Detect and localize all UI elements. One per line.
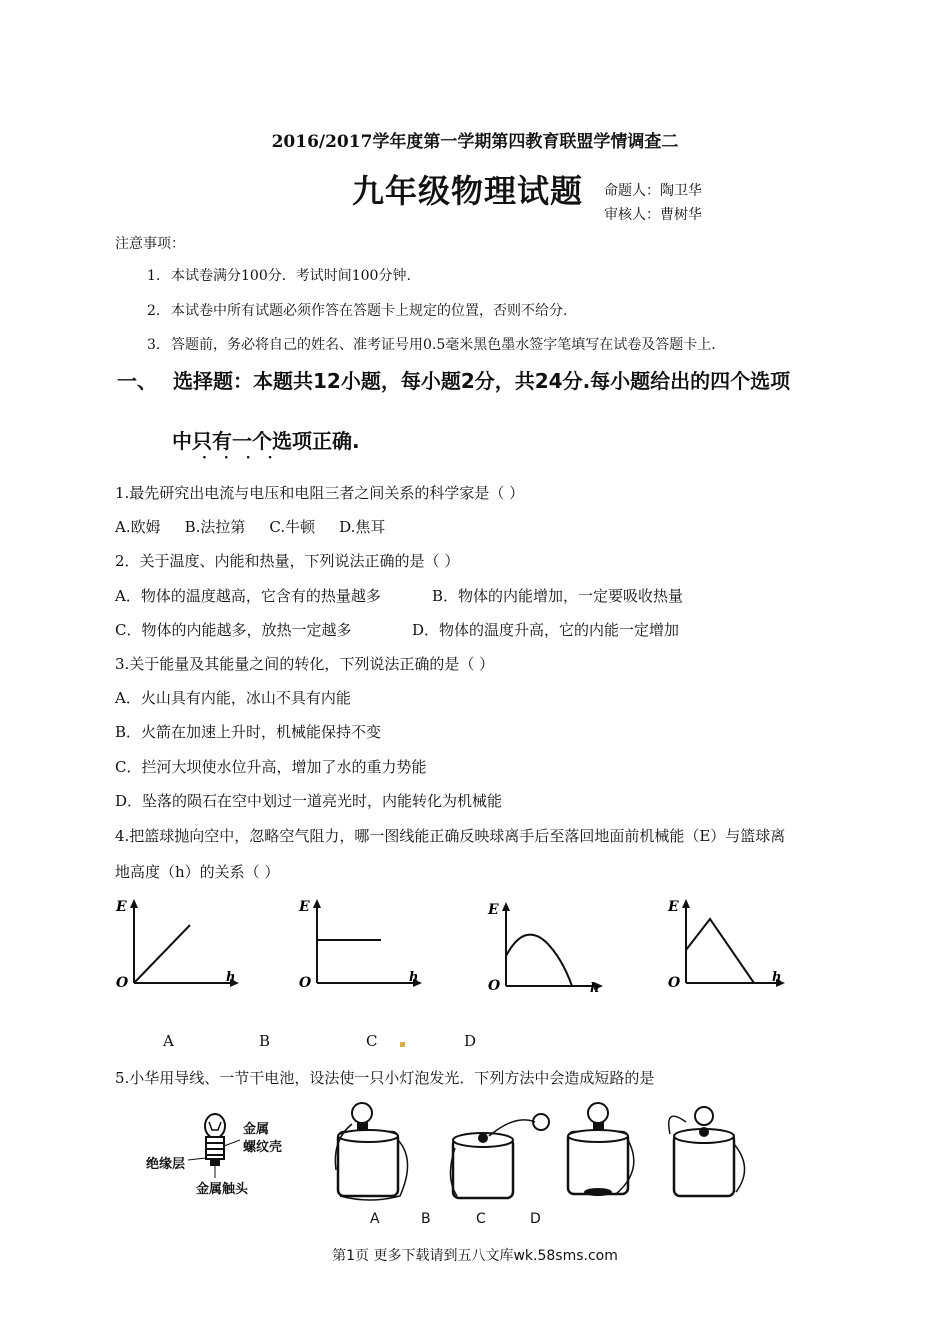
q3-option-d: D．坠落的陨石在空中划过一道亮光时，内能转化为机械能 xyxy=(115,792,503,810)
q2-option-c: C．物体的内能越多，放热一定越多 xyxy=(115,621,352,639)
circuit-a xyxy=(330,1100,420,1210)
q4-stem-cont: 地高度（h）的关系（ ） xyxy=(115,863,280,881)
q2-option-b: B．物体的内能增加，一定要吸收热量 xyxy=(432,587,684,605)
graph-label-c: C xyxy=(366,1032,378,1050)
graph-c xyxy=(484,898,614,998)
graph-b-origin: O xyxy=(299,975,312,991)
note-item: 2. 本试卷中所有试题必须作答在答题卡上规定的位置，否则不给分. xyxy=(147,303,568,319)
graph-b-xlabel: h xyxy=(409,970,419,985)
graph-d-ylabel: E xyxy=(668,899,679,915)
q1-options xyxy=(115,516,409,537)
q1-option-c: C.牛顿 xyxy=(269,518,316,536)
emphasis-dots: ···· xyxy=(202,450,290,466)
q2-option-d: D．物体的温度升高，它的内能一定增加 xyxy=(412,621,680,639)
bulb-label-shell-1: 金属 xyxy=(243,1122,270,1137)
circuit-label-d: D xyxy=(530,1211,541,1227)
graph-c-origin: O xyxy=(488,978,501,994)
circuit-label-a: A xyxy=(370,1211,380,1227)
q5-stem: 5.小华用导线、一节干电池，设法使一只小灯泡发光．下列方法中会造成短路的是 xyxy=(115,1069,655,1087)
graph-a-origin: O xyxy=(116,975,129,991)
exam-title: 九年级物理试题 xyxy=(352,172,584,210)
q2-stem: 2．关于温度、内能和热量，下列说法正确的是（ ） xyxy=(115,552,460,570)
graph-label-d: D xyxy=(464,1032,477,1050)
graph-c-xlabel: h xyxy=(590,981,600,996)
graph-d xyxy=(664,895,794,995)
page-footer: 第1页 更多下载请到五八文库wk.58sms.com xyxy=(332,1248,618,1264)
graph-d-origin: O xyxy=(668,975,681,991)
graph-a-xlabel: h xyxy=(226,970,236,985)
author: 命题人：陶卫华 xyxy=(604,183,702,199)
q4-stem: 4.把篮球抛向空中，忽略空气阻力，哪一图线能正确反映球离手后至落回地面前机械能（E）与篮球离 xyxy=(115,827,786,845)
exam-subtitle: 2016/2017学年度第一学期第四教育联盟学情调查二 xyxy=(271,132,679,152)
q3-stem: 3.关于能量及其能量之间的转化，下列说法正确的是（ ） xyxy=(115,655,495,673)
bulb-label-shell-2: 螺纹壳 xyxy=(243,1140,283,1155)
circuit-label-b: B xyxy=(421,1211,431,1227)
q1-option-a: A.欧姆 xyxy=(115,518,161,536)
circuit-label-c: C xyxy=(476,1211,486,1227)
note-item: 1. 本试卷满分100分．考试时间100分钟. xyxy=(147,268,411,284)
circuit-d xyxy=(660,1104,760,1204)
reviewer: 审核人：曹树华 xyxy=(604,207,702,223)
q2-option-a: A．物体的温度越高，它含有的热量越多 xyxy=(115,587,381,605)
graph-a-ylabel: E xyxy=(116,899,127,915)
graph-label-a: A xyxy=(163,1032,174,1050)
bulb-label-contact: 金属触头 xyxy=(196,1182,249,1197)
bulb-label-insulator: 绝缘层 xyxy=(146,1157,186,1172)
graph-d-xlabel: h xyxy=(772,970,782,985)
circuit-b xyxy=(445,1108,555,1208)
speck-mark xyxy=(400,1042,405,1047)
notes-heading: 注意事项： xyxy=(115,236,185,252)
q1-option-d: D.焦耳 xyxy=(339,518,386,536)
q1-stem: 1.最先研究出电流与电压和电阻三者之间关系的科学家是（ ） xyxy=(115,484,525,502)
circuit-c xyxy=(560,1100,650,1210)
note-item: 3. 答题前，务必将自己的姓名、准考证号用0.5毫米黑色墨水签字笔填写在试卷及答题卡上. xyxy=(147,337,716,353)
graph-b xyxy=(295,895,425,995)
graph-a xyxy=(112,895,242,995)
q3-option-c: C．拦河大坝使水位升高，增加了水的重力势能 xyxy=(115,758,427,776)
section-heading: 一、 选择题：本题共12小题，每小题2分，共24分.每小题给出的四个选项 xyxy=(117,369,791,393)
graph-label-b: B xyxy=(259,1032,271,1050)
graph-b-ylabel: E xyxy=(299,899,310,915)
q1-option-b: B.法拉第 xyxy=(184,518,246,536)
q3-option-a: A．火山具有内能，冰山不具有内能 xyxy=(115,689,351,707)
q3-option-b: B．火箭在加速上升时，机械能保持不变 xyxy=(115,723,382,741)
graph-c-ylabel: E xyxy=(488,902,499,918)
section-heading-cont: 中只有一个选项正确. xyxy=(172,429,360,453)
